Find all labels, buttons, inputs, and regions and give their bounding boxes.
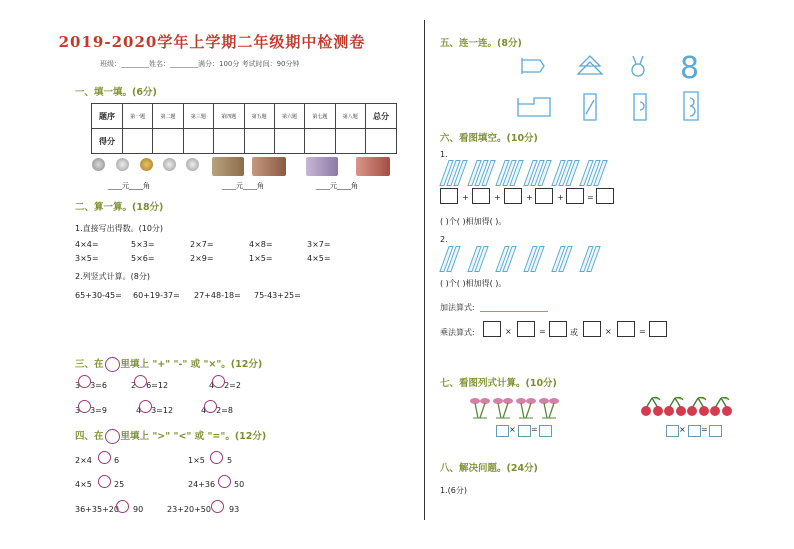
- section-6-title: 六、看图填空。(10分): [440, 133, 538, 144]
- equals-sign: =: [531, 425, 538, 434]
- compare-right: 25: [114, 480, 125, 489]
- fill-sentence-1[interactable]: ( )个( )相加得( )。: [440, 217, 507, 226]
- answer-box[interactable]: [688, 425, 701, 437]
- plus-sign: +: [494, 193, 501, 202]
- score-col: 第六题: [274, 104, 304, 129]
- coin-icon: [116, 158, 129, 171]
- vertical-calc-item: 60+19-37=: [133, 291, 180, 300]
- answer-box[interactable]: [504, 188, 522, 204]
- answer-box[interactable]: [666, 425, 679, 437]
- calc-item: 3×7=: [307, 240, 331, 249]
- cherry-icon: [640, 396, 664, 420]
- matching-figures: [510, 52, 710, 124]
- compare-right: 6: [114, 456, 120, 465]
- score-row-label: 得分: [92, 129, 123, 154]
- money-blank[interactable]: ____元____角: [108, 182, 150, 190]
- score-col: 第二题: [153, 104, 183, 129]
- section-4-title-b: 里填上 ">" "<" 或 "="。(12分): [120, 431, 267, 442]
- answer-box[interactable]: [566, 188, 584, 204]
- question-2-2: 2.列竖式计算。(8分): [75, 272, 150, 281]
- or-text: 或: [570, 328, 578, 337]
- answer-box[interactable]: [617, 321, 635, 337]
- calc-item: 4×4=: [75, 240, 99, 249]
- answer-circle[interactable]: [134, 375, 147, 388]
- section-7-title: 七、看图列式计算。(10分): [440, 378, 557, 389]
- calc-item: 3×5=: [75, 254, 99, 263]
- answer-box[interactable]: [583, 321, 601, 337]
- equals-sign: =: [539, 327, 546, 336]
- question-6-1: 1.: [440, 150, 448, 159]
- score-cell[interactable]: [335, 129, 365, 154]
- answer-circle[interactable]: [116, 500, 129, 513]
- operand: 2=8: [216, 406, 233, 415]
- coin-icon: [186, 158, 199, 171]
- addition-answer-line[interactable]: [480, 311, 548, 312]
- page-title: 2019-2020学年上学期二年级期中检测卷: [58, 33, 366, 51]
- plus-sign: +: [526, 193, 533, 202]
- times-sign: ×: [605, 327, 612, 336]
- compare-right: 5: [227, 456, 233, 465]
- circle-symbol-icon: [105, 357, 120, 372]
- section-8-title: 八、解决问题。(24分): [440, 463, 538, 474]
- times-sign: ×: [505, 327, 512, 336]
- score-table: [91, 103, 397, 154]
- compare-left: 4×5: [75, 480, 92, 489]
- multiplication-label: 乘法算式:: [440, 328, 475, 337]
- answer-circle[interactable]: [204, 400, 217, 413]
- cherry-icon: [686, 396, 710, 420]
- score-total-header: 总分: [366, 104, 397, 129]
- answer-box[interactable]: [517, 321, 535, 337]
- answer-circle[interactable]: [78, 400, 91, 413]
- cherry-icon: [663, 396, 687, 420]
- calc-item: 5×6=: [131, 254, 155, 263]
- score-col: 第八题: [335, 104, 365, 129]
- score-col: 第一题: [123, 104, 153, 129]
- answer-circle[interactable]: [211, 500, 224, 513]
- shape-tree-icon[interactable]: [578, 56, 602, 74]
- answer-box[interactable]: [518, 425, 531, 437]
- score-col: 第三题: [183, 104, 213, 129]
- flower-icon: [514, 396, 538, 420]
- compare-left: 1×5: [188, 456, 205, 465]
- calc-item: 1×5=: [249, 254, 273, 263]
- section-4-title-a: 四、在: [75, 431, 104, 442]
- score-cell[interactable]: [123, 129, 153, 154]
- banknote-icon: [252, 157, 286, 176]
- student-info-line: 班级：________姓名：________满分：100分 考试时间：90分钟: [100, 60, 300, 68]
- answer-circle[interactable]: [98, 475, 111, 488]
- score-col: 第四题: [214, 104, 244, 129]
- shape-flag-icon[interactable]: [522, 58, 544, 74]
- score-table-header: 题序: [92, 104, 123, 129]
- cherry-icon: [709, 396, 733, 420]
- operand: 2=2: [224, 381, 241, 390]
- score-cell[interactable]: [366, 129, 397, 154]
- score-col: 第七题: [305, 104, 335, 129]
- score-cell[interactable]: [214, 129, 244, 154]
- compare-left: 36+35+20: [75, 505, 119, 514]
- banknote-icon: [356, 157, 390, 176]
- vertical-calc-item: 65+30-45=: [75, 291, 122, 300]
- answer-circle[interactable]: [212, 375, 225, 388]
- operand: 3=9: [90, 406, 107, 415]
- answer-circle[interactable]: [78, 375, 91, 388]
- digit-eight-figure[interactable]: 8: [680, 52, 700, 86]
- operand: 3: [75, 381, 81, 390]
- times-sign: ×: [679, 425, 686, 434]
- vertical-calc-item: 75-43+25=: [254, 291, 301, 300]
- money-blank[interactable]: ____元____角: [316, 182, 358, 190]
- operand: 3=12: [151, 406, 174, 415]
- equals-sign: =: [639, 327, 646, 336]
- equals-sign: =: [701, 425, 708, 434]
- money-blank[interactable]: ____元____角: [222, 182, 264, 190]
- section-3-title: [75, 356, 262, 372]
- operand: 3: [75, 406, 81, 415]
- section-3-title-a: 三、在: [75, 359, 104, 370]
- score-cell[interactable]: [305, 129, 335, 154]
- score-cell[interactable]: [244, 129, 274, 154]
- compare-right: 90: [133, 505, 144, 514]
- answer-circle[interactable]: [139, 400, 152, 413]
- answer-box[interactable]: [539, 425, 552, 437]
- compare-right: 93: [229, 505, 240, 514]
- shape-flag-half-icon[interactable]: [518, 98, 550, 116]
- answer-box[interactable]: [440, 188, 458, 204]
- times-sign: ×: [509, 425, 516, 434]
- operand: 4: [201, 406, 207, 415]
- section-2-title: 二、算一算。(18分): [75, 202, 164, 213]
- fill-sentence-2[interactable]: ( )个( )相加得( )。: [440, 279, 507, 288]
- compare-right: 50: [234, 480, 245, 489]
- calc-item: 4×5=: [307, 254, 331, 263]
- answer-box[interactable]: [496, 425, 509, 437]
- answer-circle[interactable]: [98, 451, 111, 464]
- operand: 3=6: [90, 381, 107, 390]
- section-4-title: [75, 428, 266, 444]
- plus-sign: +: [557, 193, 564, 202]
- operand: 6=12: [146, 381, 169, 390]
- shape-eight-half-icon[interactable]: [684, 92, 698, 120]
- plus-sign: +: [462, 193, 469, 202]
- operand: 2: [131, 381, 137, 390]
- coin-icon: [163, 158, 176, 171]
- addition-label: 加法算式:: [440, 303, 475, 312]
- answer-circle[interactable]: [210, 451, 223, 464]
- compare-left: 24+36: [188, 480, 216, 489]
- shape-rabbit-half-icon[interactable]: [634, 94, 646, 120]
- shape-rabbit-icon[interactable]: [632, 56, 644, 76]
- answer-box[interactable]: [596, 188, 614, 204]
- section-3-title-b: 里填上 "+" "-" 或 "×"。(12分): [120, 359, 263, 370]
- compare-left: 2×4: [75, 456, 92, 465]
- coin-icon: [92, 158, 105, 171]
- answer-circle[interactable]: [218, 475, 231, 488]
- flower-icon: [491, 396, 515, 420]
- answer-box[interactable]: [535, 188, 553, 204]
- vertical-calc-item: 27+48-18=: [194, 291, 241, 300]
- question-2-1: 1.直接写出得数。(10分): [75, 224, 164, 233]
- answer-box[interactable]: [709, 425, 722, 437]
- score-cell[interactable]: [183, 129, 213, 154]
- operand: 4: [209, 381, 215, 390]
- answer-box[interactable]: [472, 188, 490, 204]
- flower-icon: [468, 396, 492, 420]
- section-1-title: 一、填一填。(6分): [75, 87, 157, 98]
- banknote-icon: [306, 157, 338, 176]
- answer-box[interactable]: [649, 321, 667, 337]
- circle-symbol-icon: [105, 429, 120, 444]
- shape-tree-half-icon[interactable]: [584, 94, 596, 120]
- score-cell[interactable]: [153, 129, 183, 154]
- answer-box[interactable]: [549, 321, 567, 337]
- banknote-icon: [212, 157, 244, 176]
- equals-sign: =: [587, 193, 594, 202]
- compare-left: 23+20+50: [167, 505, 211, 514]
- flower-icon: [537, 396, 561, 420]
- score-col: 第五题: [244, 104, 274, 129]
- question-6-2: 2.: [440, 235, 448, 244]
- score-cell[interactable]: [274, 129, 304, 154]
- answer-box[interactable]: [483, 321, 501, 337]
- calc-item: 2×9=: [190, 254, 214, 263]
- operand: 4: [136, 406, 142, 415]
- column-divider: [424, 20, 425, 520]
- calc-item: 2×7=: [190, 240, 214, 249]
- calc-item: 5×3=: [131, 240, 155, 249]
- question-8-1: 1.(6分): [440, 486, 467, 495]
- calc-item: 4×8=: [249, 240, 273, 249]
- section-5-title: 五、连一连。(8分): [440, 38, 522, 49]
- coin-icon: [140, 158, 153, 171]
